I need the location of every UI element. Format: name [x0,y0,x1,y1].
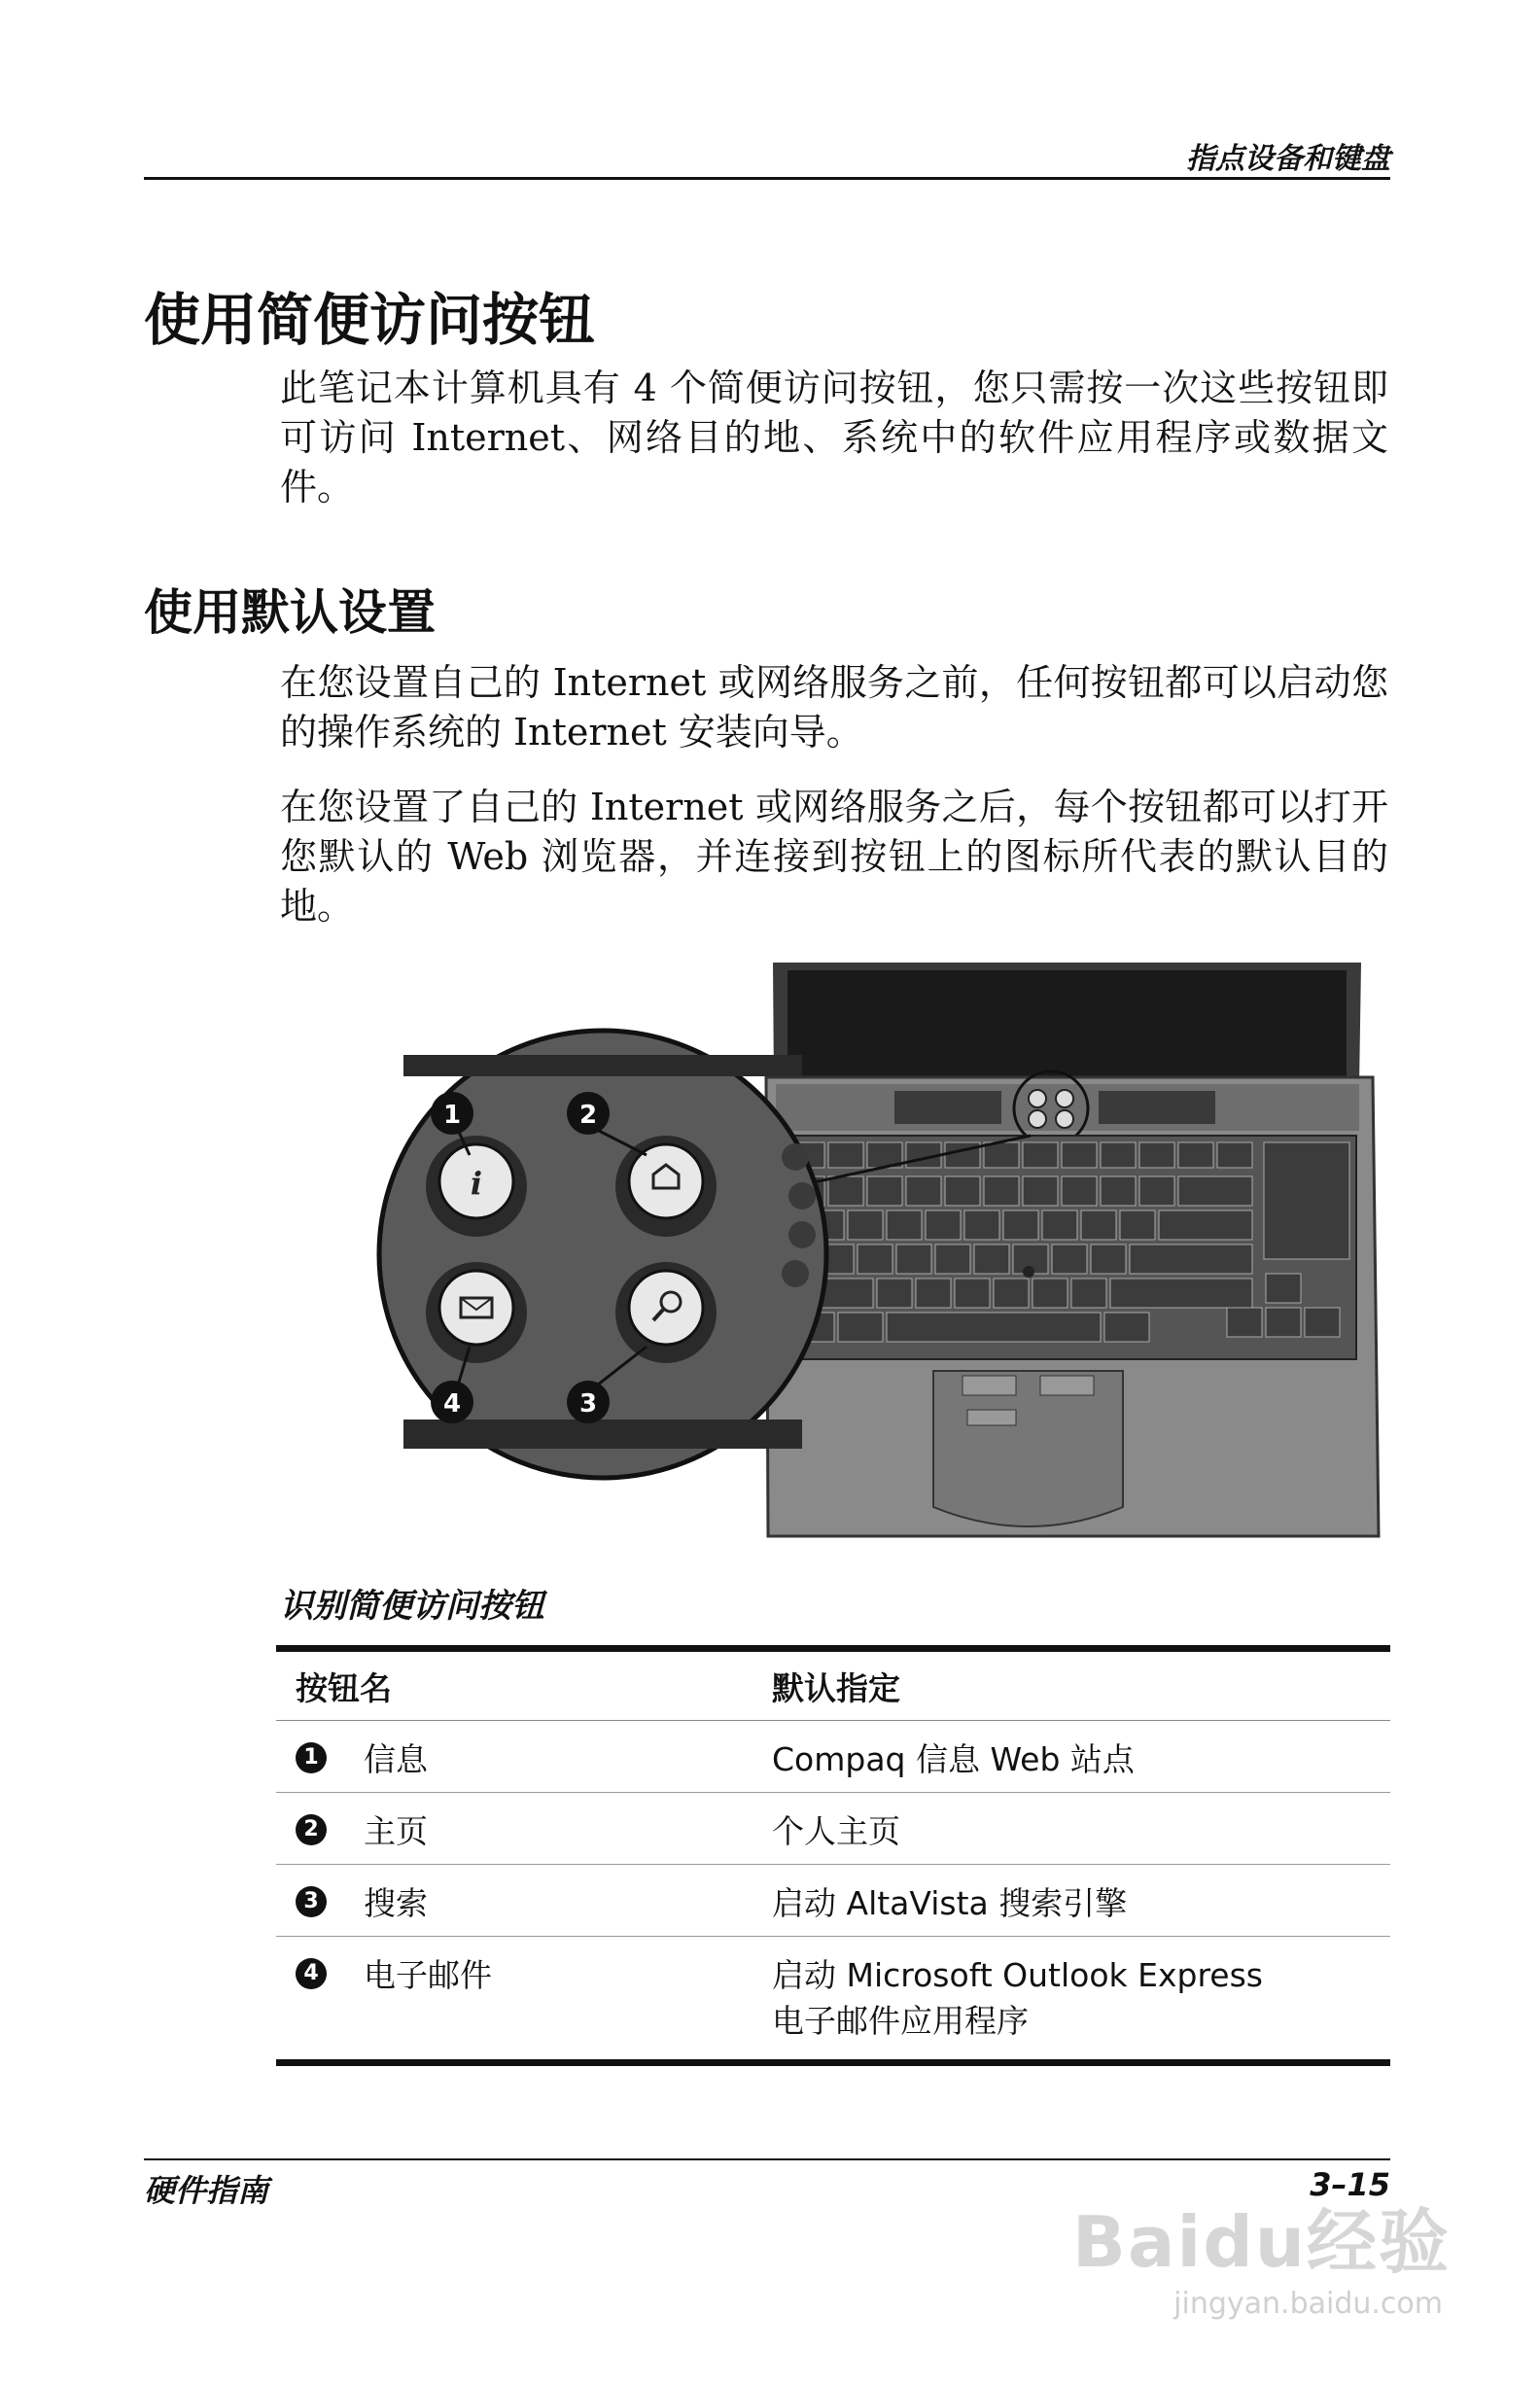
watermark-url: jingyan.baidu.com [1173,2287,1443,2321]
running-header: 指点设备和键盘 [1186,142,1390,176]
header-default-assignment: 默认指定 [752,1649,1390,1721]
table-row [276,1793,1390,1865]
default-assignment [752,1793,1390,1865]
header-rule [144,177,1390,180]
default-assignment-text-line2: 电子邮件应用程序 [772,2002,1029,2040]
table-row [276,1865,1390,1937]
header-button-name: 按钮名 [276,1649,752,1721]
laptop-illustration [766,963,1379,1536]
footer-rule [144,2158,1390,2160]
button-name: 搜索 [364,1884,428,1922]
default-assignment-text: 个人主页 [772,1812,900,1850]
svg-text:3: 3 [578,1389,598,1419]
paragraph-before-setup: 在您设置自己的 Internet 或网络服务之前，任何按钮都可以启动您的操作系统的 Internet 安装向导。 [280,661,1388,754]
paragraph-after-setup: 在您设置了自己的 Internet 或网络服务之后，每个按钮都可以打开您默认的 Web 浏览器，并连接到按钮上的图标所代表的默认目的地。 [280,786,1388,928]
button-name: 电子邮件 [364,1956,492,1994]
table-row [276,1721,1390,1793]
default-assignment-text: 启动 Microsoft Outlook Express [772,1956,1263,1994]
section-title: 使用简便访问按钮 [144,287,596,353]
subsection-title: 使用默认设置 [144,584,436,641]
row-number-badge: 2 [296,1814,327,1845]
default-assignment-text: Compaq 信息 Web 站点 [772,1740,1135,1778]
row-number-badge: 4 [296,1958,327,1989]
svg-text:i: i [470,1165,483,1202]
page-number: 3–15 [1310,2166,1390,2203]
intro-paragraph: 此笔记本计算机具有 4 个简便访问按钮，您只需按一次这些按钮即可访问 Internet、网络目的地、系统中的软件应用程序或数据文件。 [280,367,1388,508]
table-caption: 识别简便访问按钮 [280,1587,544,1626]
table-row [276,1937,1390,2063]
row-number-badge: 3 [296,1886,327,1917]
svg-text:2: 2 [578,1101,598,1130]
buttons-table [276,1645,1390,2066]
footer-book-title: 硬件指南 [144,2172,269,2209]
default-assignment [752,1865,1390,1937]
watermark-logo: Baidu经验 [1072,2201,1451,2283]
callout-2 [567,1092,610,1135]
button-name: 信息 [364,1740,428,1778]
laptop-figure [311,963,1381,1556]
callout-1 [431,1092,473,1135]
default-assignment [752,1721,1390,1793]
table-header-row [276,1649,1390,1721]
default-assignment-text: 启动 AltaVista 搜索引擎 [772,1884,1128,1922]
row-number-badge: 1 [296,1742,327,1773]
button-name: 主页 [364,1812,428,1850]
svg-text:4: 4 [442,1389,462,1419]
callout-3 [567,1381,610,1423]
svg-text:1: 1 [442,1101,462,1130]
default-assignment [752,1937,1390,2063]
callout-4 [431,1381,473,1423]
